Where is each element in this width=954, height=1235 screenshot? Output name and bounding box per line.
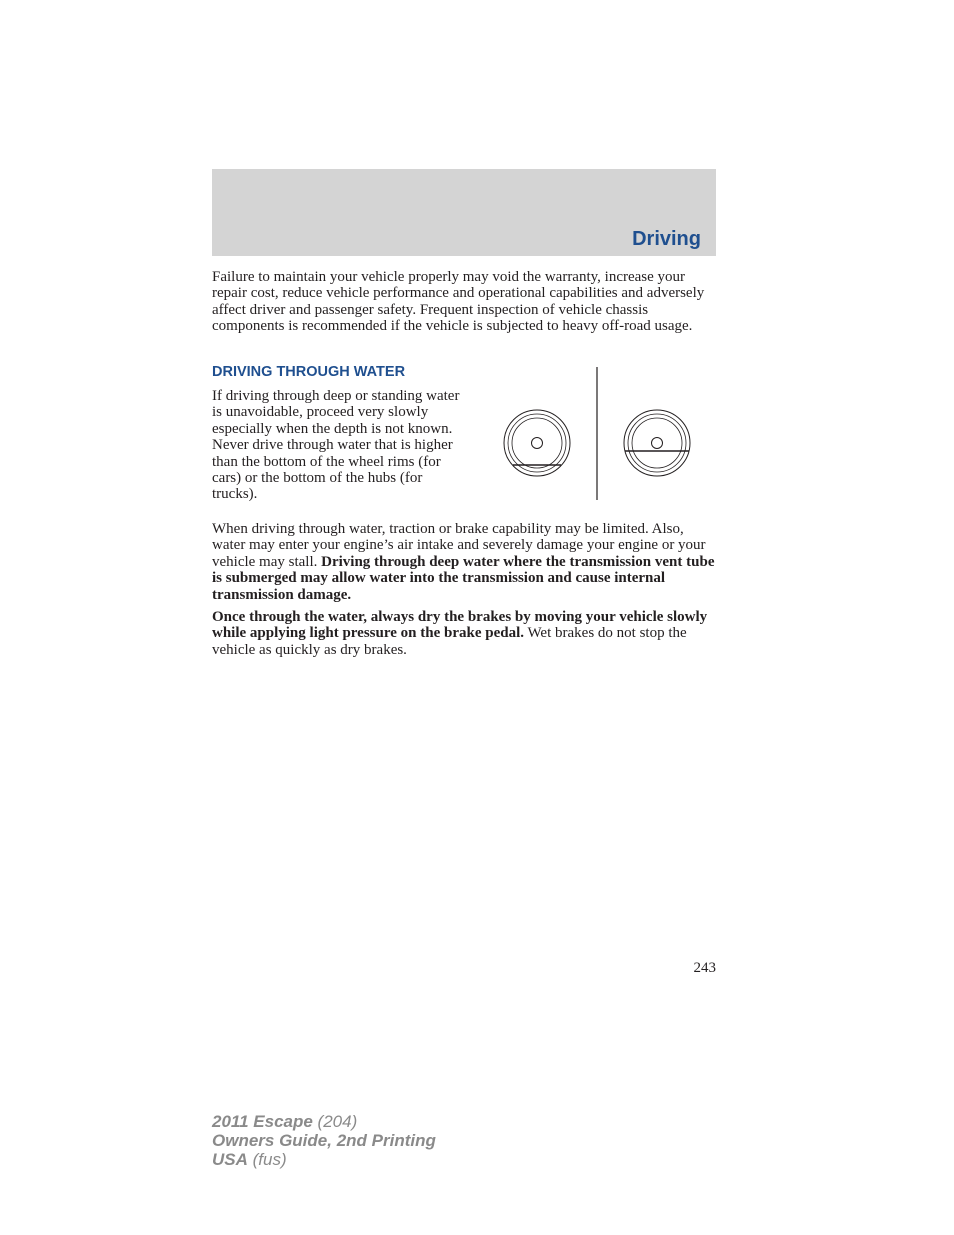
footer-guide-line: Owners Guide, 2nd Printing: [212, 1131, 436, 1150]
traction-warning-text: When driving through water, traction or brake capability may be limited. Also, water may enter your engine’s air intake and severely damage your engine or your vehicle may stall.: [212, 521, 706, 570]
footer-region: USA: [212, 1150, 248, 1169]
footer-model: 2011 Escape: [212, 1112, 313, 1131]
water-depth-paragraph: If driving through deep or standing water is unavoidable, proceed very slowly especially when the depth is not known. Never drive through water that is higher than the bottom of the wheel rims (for cars) or the bottom of the hubs (for trucks).: [212, 388, 460, 503]
transmission-warning-text: Driving through deep water where the transmission vent tube is submerged may allow water into the transmission and cause internal transmission damage.: [212, 553, 715, 603]
footer-region-line: [212, 1150, 436, 1169]
footer-region-code: (fus): [247, 1150, 287, 1169]
section-header-band: [212, 169, 716, 256]
truck-wheel-icon: [624, 410, 690, 476]
section-heading: DRIVING THROUGH WATER: [212, 364, 406, 380]
dry-brakes-paragraph: [212, 609, 716, 658]
traction-warning-paragraph: [212, 521, 716, 603]
wet-brakes-note: Wet brakes do not stop the vehicle as quickly as dry brakes.: [212, 625, 687, 658]
intro-paragraph: Failure to maintain your vehicle properly may void the warranty, increase your repair cost, reduce vehicle performance and operational capabilities and adversely affect driver and passenger safety. Frequent inspection of vehicle chassis components is recommended if the vehicle is subjected to heavy off-road usage.: [212, 269, 705, 335]
wheel-water-level-illustration: [500, 365, 695, 503]
section-title: Driving: [632, 228, 701, 250]
document-footer: [212, 1112, 436, 1169]
footer-model-code: (204): [312, 1112, 358, 1131]
footer-model-line: [212, 1112, 436, 1131]
dry-brakes-instruction: Once through the water, always dry the brakes by moving your vehicle slowly while applying light pressure on the brake pedal.: [212, 609, 708, 642]
page-number: 243: [693, 960, 716, 976]
car-wheel-icon: [504, 410, 570, 476]
